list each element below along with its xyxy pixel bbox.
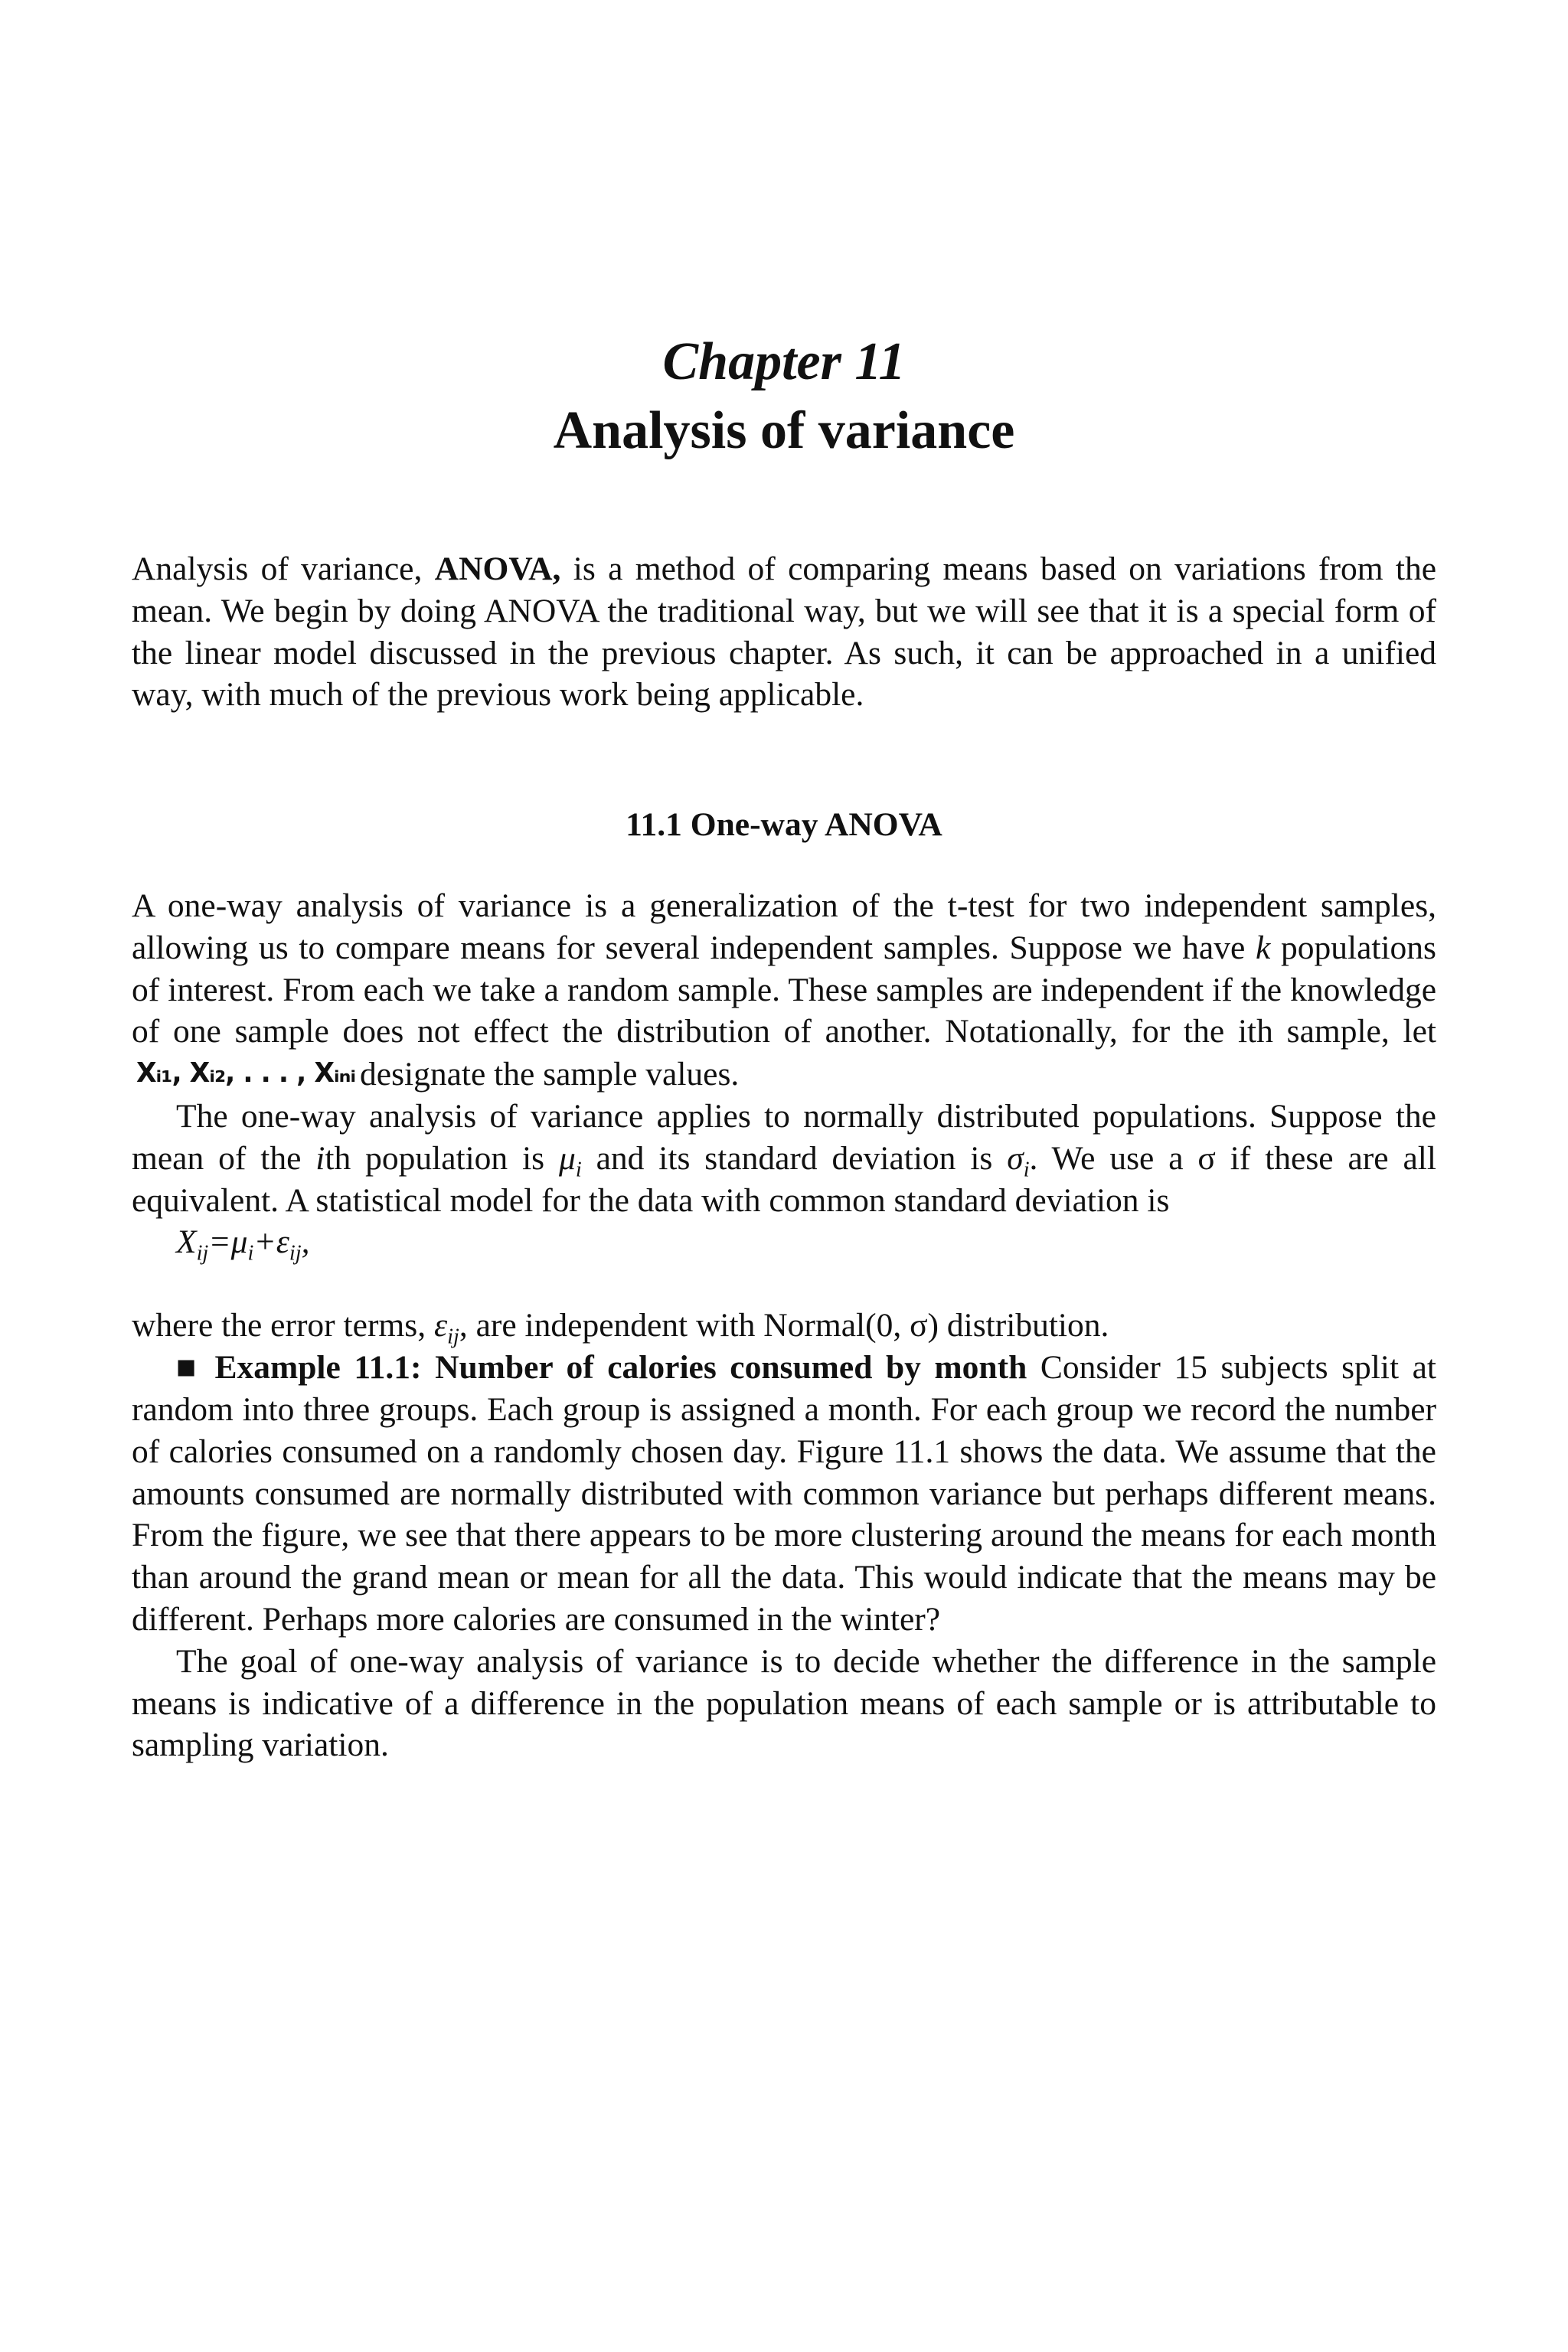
section-body (132, 885, 1436, 1766)
paragraph-four: The goal of one-way analysis of variance is to decide whether the difference in the sample means is indicative of a difference in the population means of each sample or is attributable to sampling variation. (132, 1642, 1436, 1764)
chapter-title: Analysis of variance (553, 401, 1015, 460)
anova-term: ANOVA, (434, 550, 561, 587)
chapter-number: Chapter 11 (662, 332, 906, 391)
sample-values-notation: Xᵢ₁, Xᵢ₂, . . . , Xᵢₙᵢ (136, 1057, 356, 1089)
section-heading: 11.1 One-way ANOVA (626, 806, 942, 843)
intro-paragraph: Analysis of variance, ANOVA, is a method of comparing means based on variations from the mean. We begin by doing ANOVA the traditional way, but we will see that it is a special form of the linear model discussed in the previous chapter. As such, it can be approached in a unified way, with much of the previous work being applicable. (132, 550, 1436, 714)
paragraph-one: A one-way analysis of variance is a generalization of the t-test for two independent samples, allowing us to compare means for several independent samples. Suppose we have k populations of interest. From each we take a random sample. These samples are independent if the knowledge of one sample does not effect the distribution of another. Notationally, for the ith sample, let Xᵢ₁, Xᵢ₂, . . . , Xᵢₙᵢ designate the sample values. (132, 885, 1436, 1096)
paragraph-three: where the error terms, $\varepsilon_{ij}$, are independent with Normal(0, σ) distribution. (132, 1307, 1109, 1350)
model-formula: $X_{ij}=\mu_i+\varepsilon_{ij}$, (176, 1223, 310, 1266)
paragraph-two: The one-way analysis of variance applies to normally distributed populations. Suppose the mean of the ith population is $\mu_i$ and its standard deviation is $\sigma_i$. We use a σ if these are all equivalent. A statistical model for the data with common standard deviation is (132, 1097, 1436, 1219)
example-paragraph: ■ Example 11.1: Number of calories consumed by month Consider 15 subjects split at random into three groups. Each group is assigned a month. For each group we record the number of calories consumed on a randomly chosen day. Figure 11.1 shows the data. We assume that the amounts consumed are normally distributed with common variance but perhaps different means. From the figure, we see that there appears to be more clustering around the means for each month than around the grand mean or mean for all the data. This would indicate that the means may be different. Perhaps more calories are consumed in the winter? (132, 1349, 1436, 1638)
example-label: ■ Example 11.1: Number of calories consumed by month (176, 1349, 1027, 1387)
